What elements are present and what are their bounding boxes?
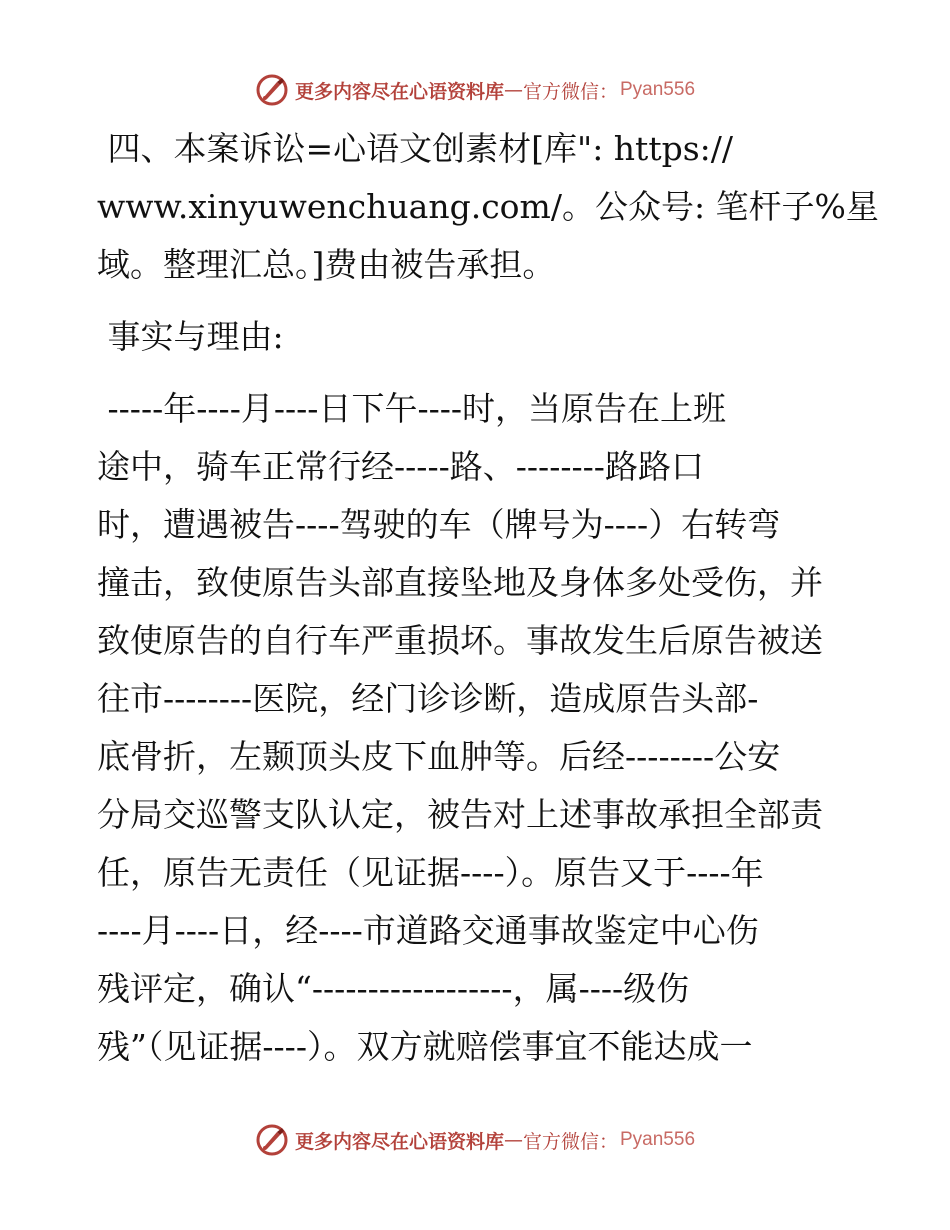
brand-logo-icon — [255, 73, 289, 107]
banner-brand-text: 更多内容尽在心语资料库 — [294, 1130, 504, 1153]
text-line: 往市--------医院，经门诊诊断，造成原告头部- — [97, 679, 759, 718]
document-body — [97, 120, 879, 1076]
text-line: -----年----月----日下午----时，当原告在上班 — [97, 389, 727, 428]
text-line: 时，遭遇被告----驾驶的车（牌号为----）右转弯 — [97, 505, 781, 544]
section-heading-facts-reasons: 事实与理由: — [97, 317, 284, 356]
paragraph-facts — [97, 380, 857, 1076]
text-line: 任，原告无责任（见证据----）。原告又于----年 — [97, 853, 764, 892]
text-line: 致使原告的自行车严重损坏。事故发生后原告被送 — [97, 621, 823, 660]
banner-wechat-label: 官方微信： — [522, 1130, 618, 1153]
text-line: www.xinyuwenchuang.com/。公众号: 笔杆子%星 — [97, 187, 879, 226]
banner-wechat-label: 官方微信： — [522, 80, 618, 103]
text-line: 分局交巡警支队认定，被告对上述事故承担全部责 — [97, 795, 823, 834]
text-line: 域。整理汇总。]费由被告承担。 — [97, 245, 556, 284]
banner-separator: — — [503, 79, 523, 101]
brand-logo-icon — [255, 1123, 289, 1157]
text-line: 底骨折，左颞顶头皮下血肿等。后经--------公安 — [97, 737, 781, 776]
text-line: 残评定，确认“------------------，属----级伤 — [97, 969, 690, 1008]
banner-brand-text: 更多内容尽在心语资料库 — [294, 80, 504, 103]
banner-wechat-id: Pyan556 — [620, 79, 696, 100]
banner-wechat-id: Pyan556 — [620, 1129, 696, 1150]
text-line: 撞击，致使原告头部直接坠地及身体多处受伤，并 — [97, 563, 823, 602]
header-banner — [0, 70, 950, 110]
text-line: ----月----日，经----市道路交通事故鉴定中心伤 — [97, 911, 759, 950]
text-line: 途中，骑车正常行经-----路、--------路路口 — [97, 447, 704, 486]
footer-banner — [0, 1120, 950, 1160]
paragraph-court-costs — [97, 120, 879, 294]
text-line: 四、本案诉讼=心语文创素材[库": https:// — [97, 129, 733, 168]
text-line: 残”（见证据----）。双方就赔偿事宜不能达成一 — [97, 1027, 753, 1066]
banner-separator: — — [503, 1129, 523, 1151]
